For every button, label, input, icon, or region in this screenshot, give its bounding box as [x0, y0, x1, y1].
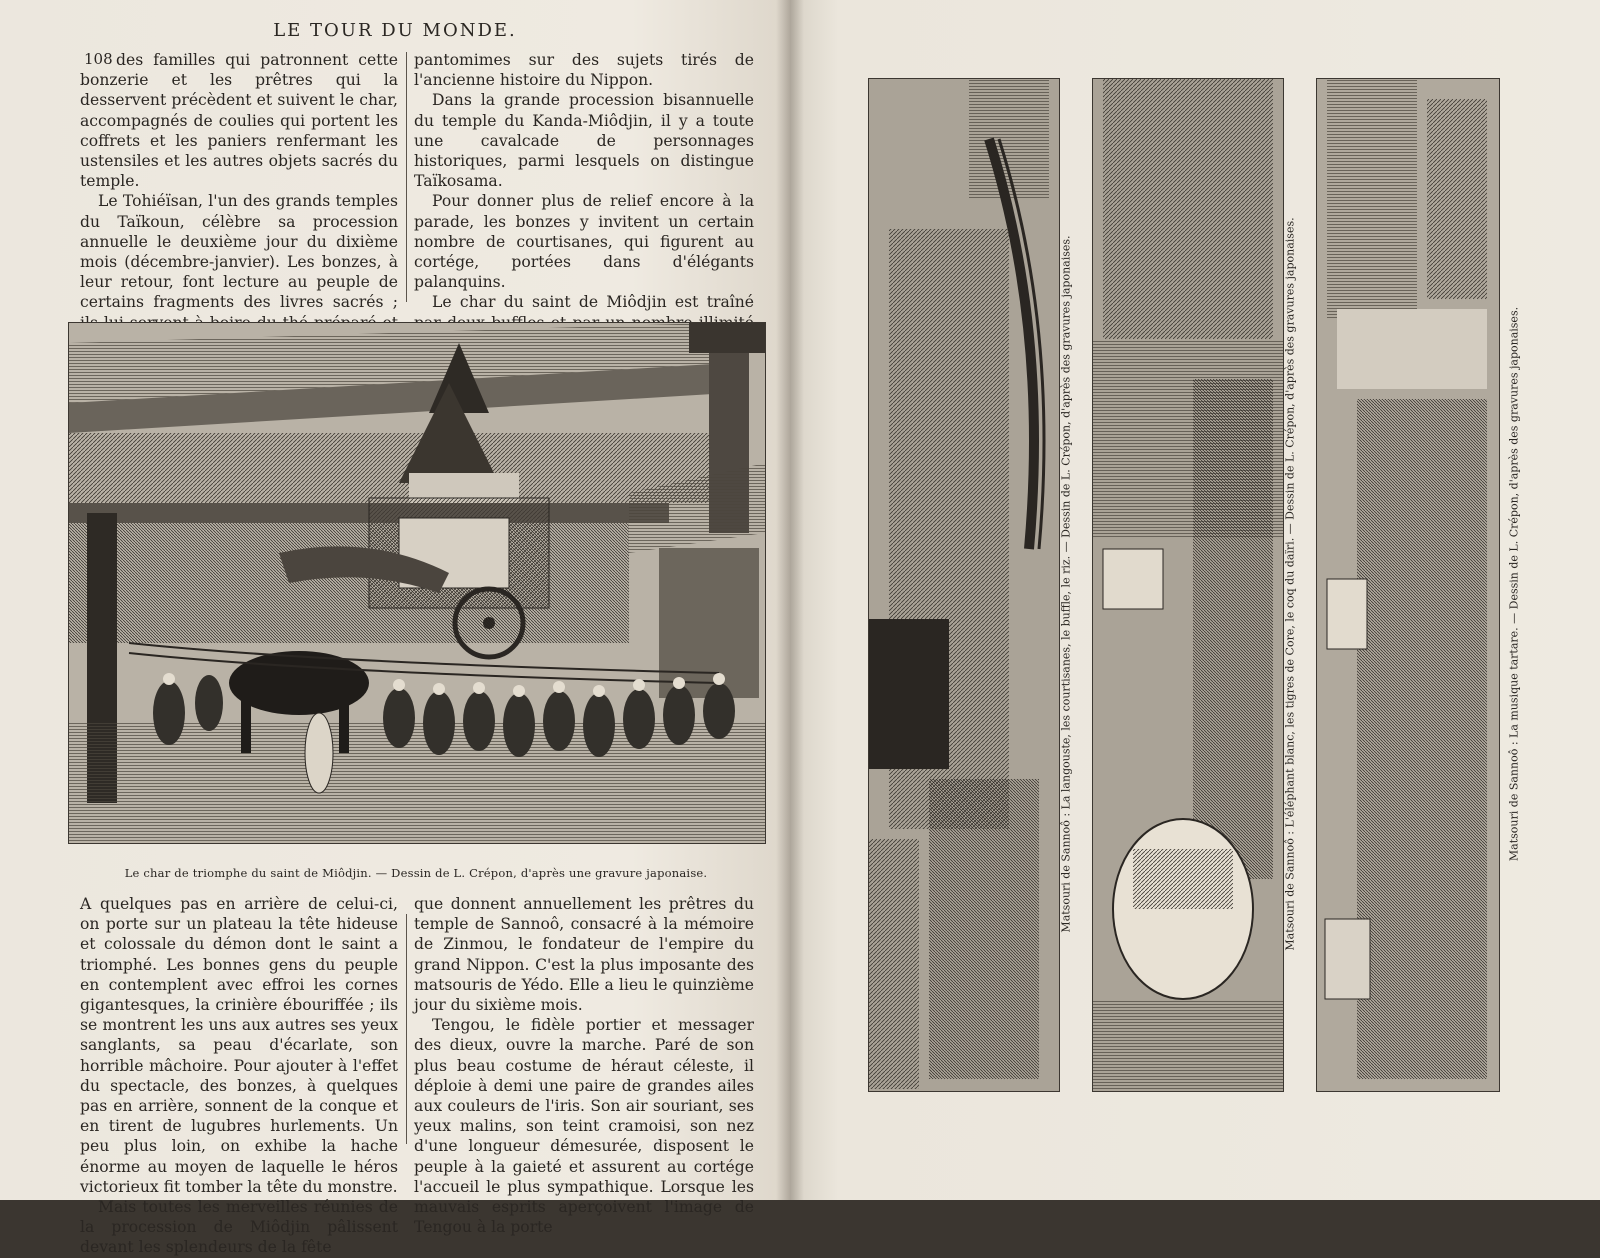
- paragraph: Le Tohiéïsan, l'un des grands temples du Taïkoun, célèbre sa procession annuelle le deuxième jour du dixième mois (décembre-janvier). Les bonzes, à leur retour, font lecture au peuple de certains fragments des livres sacrés ;: [80, 192, 398, 312]
- engraving-strip-musique: [1316, 78, 1500, 1092]
- paragraph: pantomimes sur des sujets tirés de l'ancienne histoire du Nippon.: [414, 51, 754, 90]
- paragraph: Dans la grande procession bisannuelle du temple du Kanda-Miôdjin, il y a toute une cavalcade de personnages historiques, parmi lesquels on distingue Taïkosama.: [414, 91, 754, 191]
- paragraph: Mais toutes les merveilles réunies de la procession de Miôdjin pâlissent devant les splendeurs de la fête: [80, 1198, 398, 1257]
- paragraph: que donnent annuellement les prêtres du temple de Sannoô, consacré à la mémoire de Zinmou, le fondateur de l'empire du grand Nippon. C'est la plus imposante des matsouris de Yédo. Elle a lieu le quinzième jour du sixième mois.: [414, 895, 754, 1015]
- strip-art: [1317, 79, 1499, 1091]
- engraving-art: [69, 323, 765, 843]
- engraving-strip-elephant: [1092, 78, 1284, 1092]
- running-head: LE TOUR DU MONDE.: [273, 20, 517, 41]
- strip-caption: Matsouri de Sannoô : La langouste, les courtisanes, le buffle, le riz. — Dessin de L. Crépon, d'après des gravures japonaises.: [1059, 235, 1073, 933]
- paragraph: des familles qui patronnent cette bonzerie et les prêtres qui la desservent précèdent et suivent le char, accompagnés de coulies qui portent les coffrets et les paniers renfermant les ustensiles et les autres objets sacrés du temple.: [80, 51, 398, 191]
- column-rule: [406, 914, 407, 1144]
- paragraph: Tengou, le fidèle portier et messager des dieux, ouvre la marche. Paré de son plus beau costume de héraut céleste, il déploie à demi une paire de grandes ailes aux couleurs de l'iris. Son air souriant, ses yeux malins, son teint cramoisi, son nez d'une longueur démesurée, disposent le peuple à la gaieté et assurent au cortége l'accueil le plus sympathique. Lorsque les mauvais esprits aperçoivent l'image de Tengou à la porte: [414, 1016, 754, 1237]
- engraving-procession-chariot: [68, 322, 766, 844]
- page-number: 108: [84, 50, 113, 68]
- left-page: [0, 0, 790, 1257]
- engraving-caption: Le char de triomphe du saint de Miôdjin. — Dessin de L. Crépon, d'après une gravure japonaise.: [124, 866, 708, 880]
- bottom-right-column: [414, 894, 754, 1237]
- paragraph: Le char du saint de Miôdjin est traîné: [432, 293, 754, 312]
- right-page: [790, 0, 1600, 1200]
- paragraph: A quelques pas en arrière de celui-ci, on porte sur un plateau la tête hideuse et colossale du démon dont le saint a triomphé. Les bonnes gens du peuple en contemplent avec effroi les cornes gigantesques, la crinière ébouriffée ; ils se montrent les uns aux autres ses yeux sanglants, sa peau d'écarlate, son horrible mâchoire. Pour ajouter à l'effet du spectacle, des bonzes, à quelques pas en arrière, sonnent de la conque et en tirent de lugubres hurlements. Un peu plus loin, on exhibe la hache énorme au moyen de laquelle le héros victorieux fit tomber la tête du monstre.: [80, 895, 398, 1196]
- strip-caption: Matsouri de Sannoô : La musique tartare. — Dessin de L. Crépon, d'après des gravures japonaises.: [1507, 306, 1521, 862]
- paragraph: Pour donner plus de relief encore à la parade, les bonzes y invitent un certain nombre de courtisanes, qui figurent au cortége, portées dans d'élégants palanquins.: [414, 192, 754, 292]
- strip-art: [1093, 79, 1283, 1091]
- column-rule: [406, 52, 407, 302]
- strip-art: [869, 79, 1059, 1091]
- book-gutter: [776, 0, 804, 1200]
- strip-caption: Matsouri de Sannoô : L'éléphant blanc, les tigres de Core, le coq du daïri. — Dessin de L. Crépon, d'après des gravures japonaises.: [1283, 217, 1297, 951]
- bottom-left-column: [80, 894, 398, 1258]
- engraving-strip-langouste: [868, 78, 1060, 1092]
